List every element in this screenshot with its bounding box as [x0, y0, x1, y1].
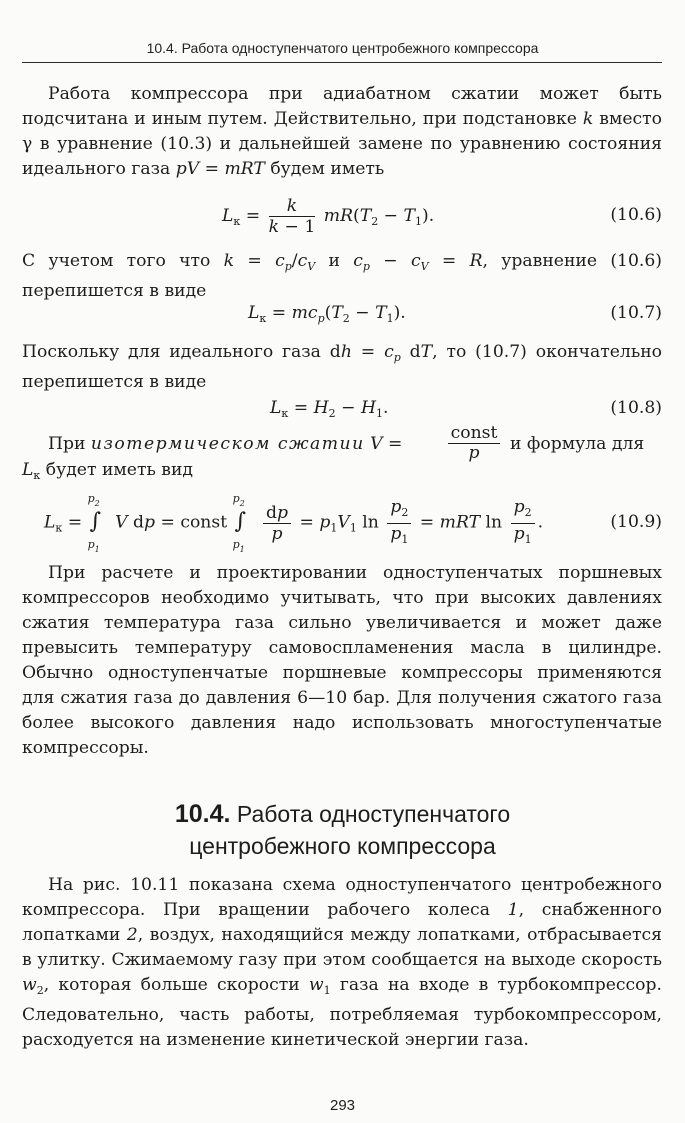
paragraph-4: При изотермическом сжатии V = const p и формула для $L_к$ будет иметь вид [22, 423, 645, 482]
equation-number: (10.7) [610, 303, 662, 323]
section-number: 10.4. [174, 800, 231, 828]
paragraph-2: С учетом того что $k = c_p/c_V$ и $c_p - c_V = R$, уравнение (10.6) перепишется в виде [22, 251, 663, 301]
equation-10-7: $L_к = mc_p(T_2 - T_1)$. (10.7) [248, 303, 662, 325]
section-heading [0, 798, 685, 831]
running-head: 10.4. Работа одноступенчатого центробежного компрессора [146, 40, 539, 56]
section-title-line-2: центробежного компрессора [189, 833, 496, 859]
equation-10-6: $L_к$ = $\frac{k}{k - 1}$ $mR(T_2 - T_1)$. (10.6) [222, 196, 662, 237]
header-rule [22, 62, 662, 63]
equation-number: (10.8) [610, 398, 662, 418]
section-title-line-1: Работа одноступенчатого [236, 801, 511, 827]
page-number: 293 [329, 1097, 356, 1114]
fraction-k-over-k-minus-1: $\frac{k}{k - 1}$ [268, 196, 316, 237]
equation-number: (10.6) [610, 205, 662, 225]
equation-10-8: $L_к = H_2 - H_1$. (10.8) [270, 398, 662, 420]
paragraph-5: При расчете и проектировании одноступенчатых поршневых компрессоров необходимо учитывать, что при высоких давлениях сжатия температура газа сильно увеличивается и может даже превысить температуру самовоспламенения масла в цилиндре. Обычно одноступенчатые поршневые компрессоры применяются для сжатия газа до давления 6—10 бар. Для получения сжатого газа более высокого давления надо использовать многоступенчатые компрессоры. [22, 563, 662, 758]
integral-sign: $p_2$ ∫ $p_1$ [87, 492, 102, 554]
paragraph-6: На рис. 10.11 показана схема одноступенчатого центробежного компрессора. При вращении рабочего колеса 1, снабженного лопатками 2, воздух, находящийся между лопатками, отбрасывается в улитку. Сжимаемому газу при этом сообщается на выходе скорость $w_2$, которая больше скорости $w_1$ газа на входе в турбокомпрессор. Следовательно, часть работы, потребляемая турбокомпрессором, расходуется на изменение кинетической энергии газа. [22, 875, 663, 1050]
equation-number: (10.9) [610, 512, 662, 532]
equation-10-9: $L_к$ = $p_2$ ∫ $p_1$ V dp = const $p_2$ ∫ $p_1$ $\frac{dp}{p}$ = $p_1V_1$ ln $\frac{p_2}{p_1}$ = mRT ln $\frac{p_2}{p_1}$ . (10.9) [44, 492, 662, 554]
paragraph-1: Работа компрессора при адиабатном сжатии может быть подсчитана и иным путем. Действительно, при подстановке k вместо γ в уравнение (10.3) и дальнейшей замене по уравнению состояния идеального газа pV = mRT будем иметь [22, 84, 662, 179]
integral-sign: $p_2$ ∫ $p_1$ [232, 492, 247, 554]
paragraph-3: Поскольку для идеального газа dh = $c_p$ dT, то (10.7) окончательно перепишется в виде [22, 342, 663, 392]
